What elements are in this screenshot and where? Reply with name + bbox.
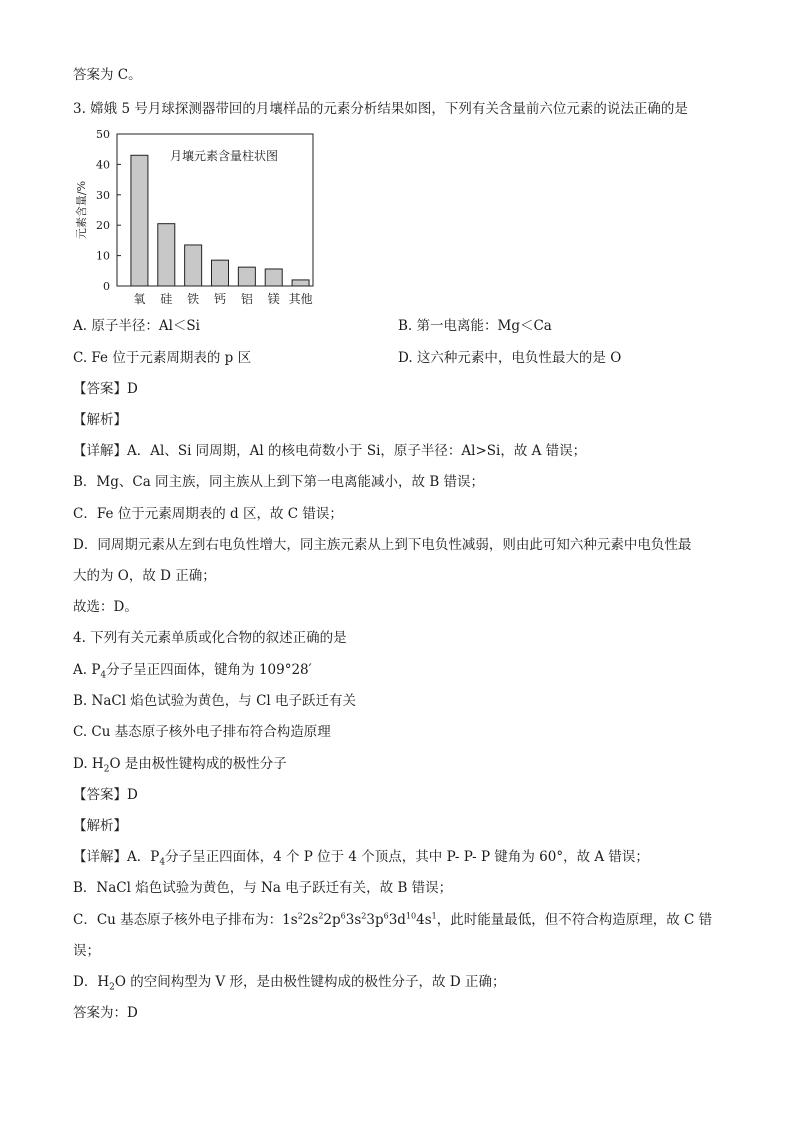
orbital-5: 3d — [388, 912, 406, 928]
q3-option-a: A. 原子半径：Al＜Si — [73, 318, 200, 334]
q4-detail-a-post: 分子呈正四面体，4 个 P 位于 4 个顶点，其中 P- P- P 键角为 60°，故 A 错误； — [165, 849, 649, 865]
q4-detail-c-post: ，此时能量最低，但不符合构造原理，故 C 错 — [436, 912, 713, 928]
q4-option-a-pre: A. P — [73, 662, 101, 678]
q3-detail-b: B．Mg、Ca 同主族，同主族从上到下第一电离能减小，故 B 错误； — [73, 474, 485, 490]
q4-detail-d-pre: D．H — [73, 974, 110, 990]
orbital-6: 4s — [416, 912, 432, 928]
orbital-exponent-2: 6 — [340, 911, 346, 921]
y-tick-label: 10 — [96, 249, 110, 263]
orbital-exponent-6: 1 — [431, 911, 437, 921]
orbital-4: 3p — [366, 912, 384, 928]
q4-detail-a-sub: 4 — [159, 857, 166, 868]
q3-detail-c: C．Fe 位于元素周期表的 d 区，故 C 错误； — [73, 506, 343, 522]
y-tick-label: 30 — [96, 188, 110, 202]
q4-option-d — [73, 755, 287, 773]
bar-chart — [73, 124, 323, 309]
q3-analysis-heading: 【解析】 — [73, 412, 127, 428]
q4-final-answer: 答案为：D — [73, 1005, 138, 1021]
q4-detail-c-pre: C．Cu 基态原子核外电子排布为： — [73, 912, 283, 928]
question-3-stem: 3. 嫦娥 5 号月球探测器带回的月壤样品的元素分析结果如图，下列有关含量前六位元素的说法正确的是 — [73, 101, 688, 117]
orbital-1: 2s — [302, 912, 319, 928]
y-tick-label: 20 — [96, 219, 110, 233]
previous-answer: 答案为 C。 — [73, 67, 142, 83]
orbital-exponent-3: 2 — [361, 911, 367, 921]
q4-detail-a-pre: 【详解】A．P — [73, 849, 160, 865]
q4-option-a-sub: 4 — [100, 670, 107, 681]
bar-3 — [212, 260, 229, 286]
orbital-exponent-1: 2 — [318, 911, 324, 921]
x-tick-label-2: 铁 — [187, 292, 200, 306]
q4-option-b: B. NaCl 焰色试验为黄色，与 Cl 电子跃迁有关 — [73, 693, 357, 709]
bar-5 — [265, 269, 282, 286]
q4-detail-d — [73, 973, 505, 991]
q3-detail-a: 【详解】A．Al、Si 同周期，Al 的核电荷数小于 Si，原子半径：Al>Si，故 A 错误； — [73, 443, 587, 459]
bar-6 — [292, 280, 309, 286]
q4-detail-a — [73, 848, 649, 866]
q4-answer: 【答案】D — [73, 787, 138, 803]
y-axis-label: 元素含量/% — [75, 180, 88, 240]
q4-option-c: C. Cu 基态原子核外电子排布符合构造原理 — [73, 724, 331, 740]
q4-detail-c — [73, 911, 712, 929]
q3-detail-d-line2: 大的为 O，故 D 正确； — [73, 568, 216, 584]
q4-detail-c-line2: 误； — [73, 943, 100, 959]
bar-0 — [131, 155, 148, 286]
chart-title: 月壤元素含量柱状图 — [170, 149, 279, 163]
q4-analysis-heading: 【解析】 — [73, 818, 127, 834]
x-tick-label-3: 钙 — [213, 292, 227, 306]
y-tick-label: 0 — [103, 280, 110, 293]
y-tick-label: 50 — [96, 128, 110, 141]
q4-option-d-pre: D. H — [73, 756, 104, 772]
orbital-0: 1s — [282, 912, 298, 928]
orbital-2: 2p — [323, 912, 341, 928]
orbital-exponent-4: 6 — [383, 911, 389, 921]
electron-configuration — [282, 912, 437, 928]
q3-option-c: C. Fe 位于元素周期表的 p 区 — [73, 350, 252, 366]
q4-option-d-post: O 是由极性键构成的极性分子 — [109, 756, 287, 772]
y-tick-label: 40 — [96, 158, 110, 172]
q4-option-a-post: 分子呈正四面体，键角为 109°28′ — [106, 662, 312, 678]
x-tick-label-0: 氧 — [133, 292, 146, 306]
q4-option-d-sub: 2 — [103, 764, 110, 775]
orbital-exponent-0: 2 — [297, 911, 303, 921]
q4-detail-b: B．NaCl 焰色试验为黄色，与 Na 电子跃迁有关，故 B 错误； — [73, 880, 453, 896]
q3-detail-d-line1: D．同周期元素从左到右电负性增大，同主族元素从上到下电负性减弱，则由此可知六种元素中电负性最 — [73, 537, 692, 553]
q3-answer: 【答案】D — [73, 381, 138, 397]
q3-choose: 故选：D。 — [73, 599, 138, 615]
q3-option-b: B. 第一电离能：Mg＜Ca — [398, 318, 552, 334]
bar-2 — [185, 245, 202, 286]
question-4-stem: 4. 下列有关元素单质或化合物的叙述正确的是 — [73, 630, 347, 646]
x-tick-label-6: 其他 — [288, 292, 313, 306]
x-tick-label-1: 硅 — [160, 292, 173, 306]
q4-option-a — [73, 661, 312, 679]
bar-4 — [238, 267, 255, 286]
orbital-3: 3s — [345, 912, 362, 928]
q4-detail-d-post: O 的空间构型为 V 形，是由极性键构成的极性分子，故 D 正确； — [114, 974, 506, 990]
q3-option-d: D. 这六种元素中，电负性最大的是 O — [398, 350, 622, 366]
orbital-exponent-5: 10 — [405, 911, 417, 921]
q4-detail-d-sub: 2 — [109, 982, 115, 993]
bar-1 — [158, 224, 175, 286]
x-tick-label-4: 铝 — [240, 292, 253, 306]
x-tick-label-5: 镁 — [267, 292, 280, 306]
